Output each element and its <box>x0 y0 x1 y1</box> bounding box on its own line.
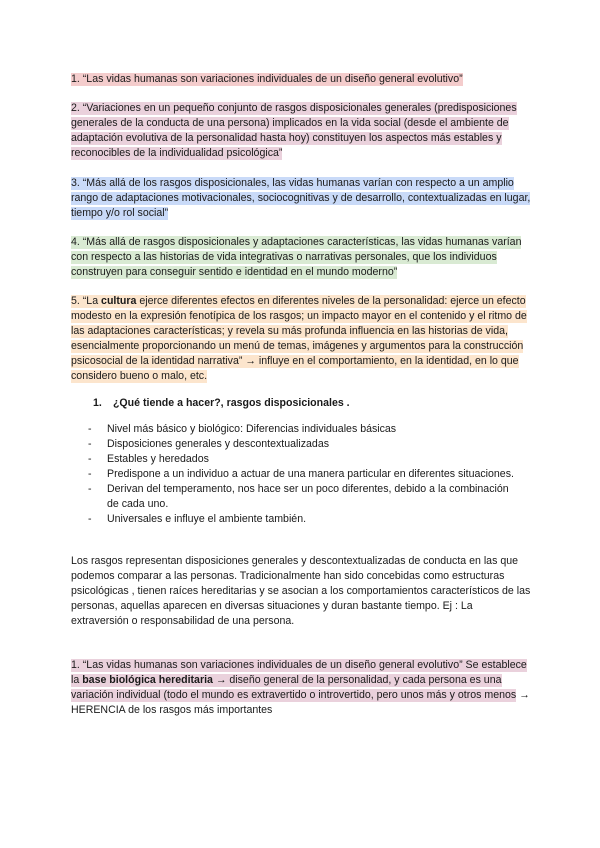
section-title: ¿Qué tiende a hacer?, rasgos disposicionales . <box>112 397 350 409</box>
point-4-text: 4. “Más allá de rasgos disposicionales y adaptaciones características, las vidas humanas varían con respecto a las historias de vida integrativas o narrativas personales, que los individuos construyen para conseguir sentido e identidad en el mundo moderno” <box>71 236 522 278</box>
point-2-text: 2. “Variaciones en un pequeño conjunto de rasgos disposicionales generales (predisposiciones generales de la conducta de una persona) implicados en la vida social (desde el ambiente de adaptación evolutiva de la personalidad hasta hoy) constituyen los aspectos más estables y reconocibles de la individualidad psicológica” <box>71 102 517 159</box>
traits-bullet-list <box>88 422 518 527</box>
bullet-dash: - <box>88 468 92 480</box>
list-item: - Predispone a un individuo a actuar de una manera particular en diferentes situaciones. <box>88 468 514 480</box>
point-2-paragraph <box>71 101 531 161</box>
cultura-keyword: cultura <box>101 295 137 307</box>
bullet-dash: - <box>88 453 92 465</box>
list-item: - Derivan del temperamento, nos hace ser un poco diferentes, debido a la combinación de cada uno. <box>88 483 509 510</box>
point-5-paragraph <box>71 294 531 384</box>
bullet-dash: - <box>88 513 92 525</box>
bullet-dash: - <box>88 483 92 495</box>
list-item: - Universales e influye el ambiente también. <box>88 513 307 525</box>
herencia-tail-text: → HERENCIA de los rasgos más importantes <box>71 689 530 716</box>
list-item: - Nivel más básico y biológico: Diferencias individuales básicas <box>88 423 397 435</box>
bullet-dash: - <box>88 438 92 450</box>
traits-summary-paragraph: Los rasgos representan disposiciones generales y descontextualizadas de conducta en las que podemos comparar a las personas. Tradicionalmente han sido concebidas como estructuras psicológicas , tienen raíces hereditarias y se asocian a los comportamientos característicos de las personas, aquellas aparecen en diversas situaciones y duran bastante tiempo. Ej : La extraversión o responsabilidad de una persona. <box>71 555 531 627</box>
point-4-paragraph <box>71 235 531 280</box>
list-item: - Estables y heredados <box>88 453 209 465</box>
point-1-paragraph <box>71 72 531 87</box>
point-1-text: 1. “Las vidas humanas son variaciones individuales de un diseño general evolutivo” <box>71 73 463 85</box>
herencia-highlighted-text: 1. “Las vidas humanas son variaciones individuales de un diseño general evolutivo” Se establece la base biológica hereditaria → diseño general de la personalidad, y cada persona es una variación individual (todo el mundo es extravertido o introvertido, pero unos más y otros menos <box>71 659 527 701</box>
section-heading <box>93 396 350 411</box>
bullet-dash: - <box>88 423 92 435</box>
point-3-paragraph <box>71 176 531 221</box>
point-5-text: 5. “La cultura ejerce diferentes efectos en diferentes niveles de la personalidad: ejerce un efecto modesto en la expresión fenotípica de los rasgos; un impacto mayor en el contenido y el ritmo de las adaptaciones características; y revela su más profunda influencia en las historias de vida, esencialmente proporcionando un menú de temas, imágenes y argumentos para la construcción psicosocial de la identidad narrativa” → influye en el comportamiento, en la identidad, en lo que considero bueno o malo, etc. <box>71 295 527 382</box>
herencia-paragraph <box>71 658 531 718</box>
section-number: 1. <box>93 397 102 409</box>
list-item: - Disposiciones generales y descontextualizadas <box>88 438 330 450</box>
base-biologica-keyword: base biológica hereditaria <box>82 674 213 686</box>
point-3-text: 3. “Más allá de los rasgos disposicionales, las vidas humanas varían con respecto a un amplio rango de adaptaciones motivacionales, sociocognitivas y de desarrollo, contextualizadas en lugar, tiempo y/o rol social” <box>71 177 531 219</box>
